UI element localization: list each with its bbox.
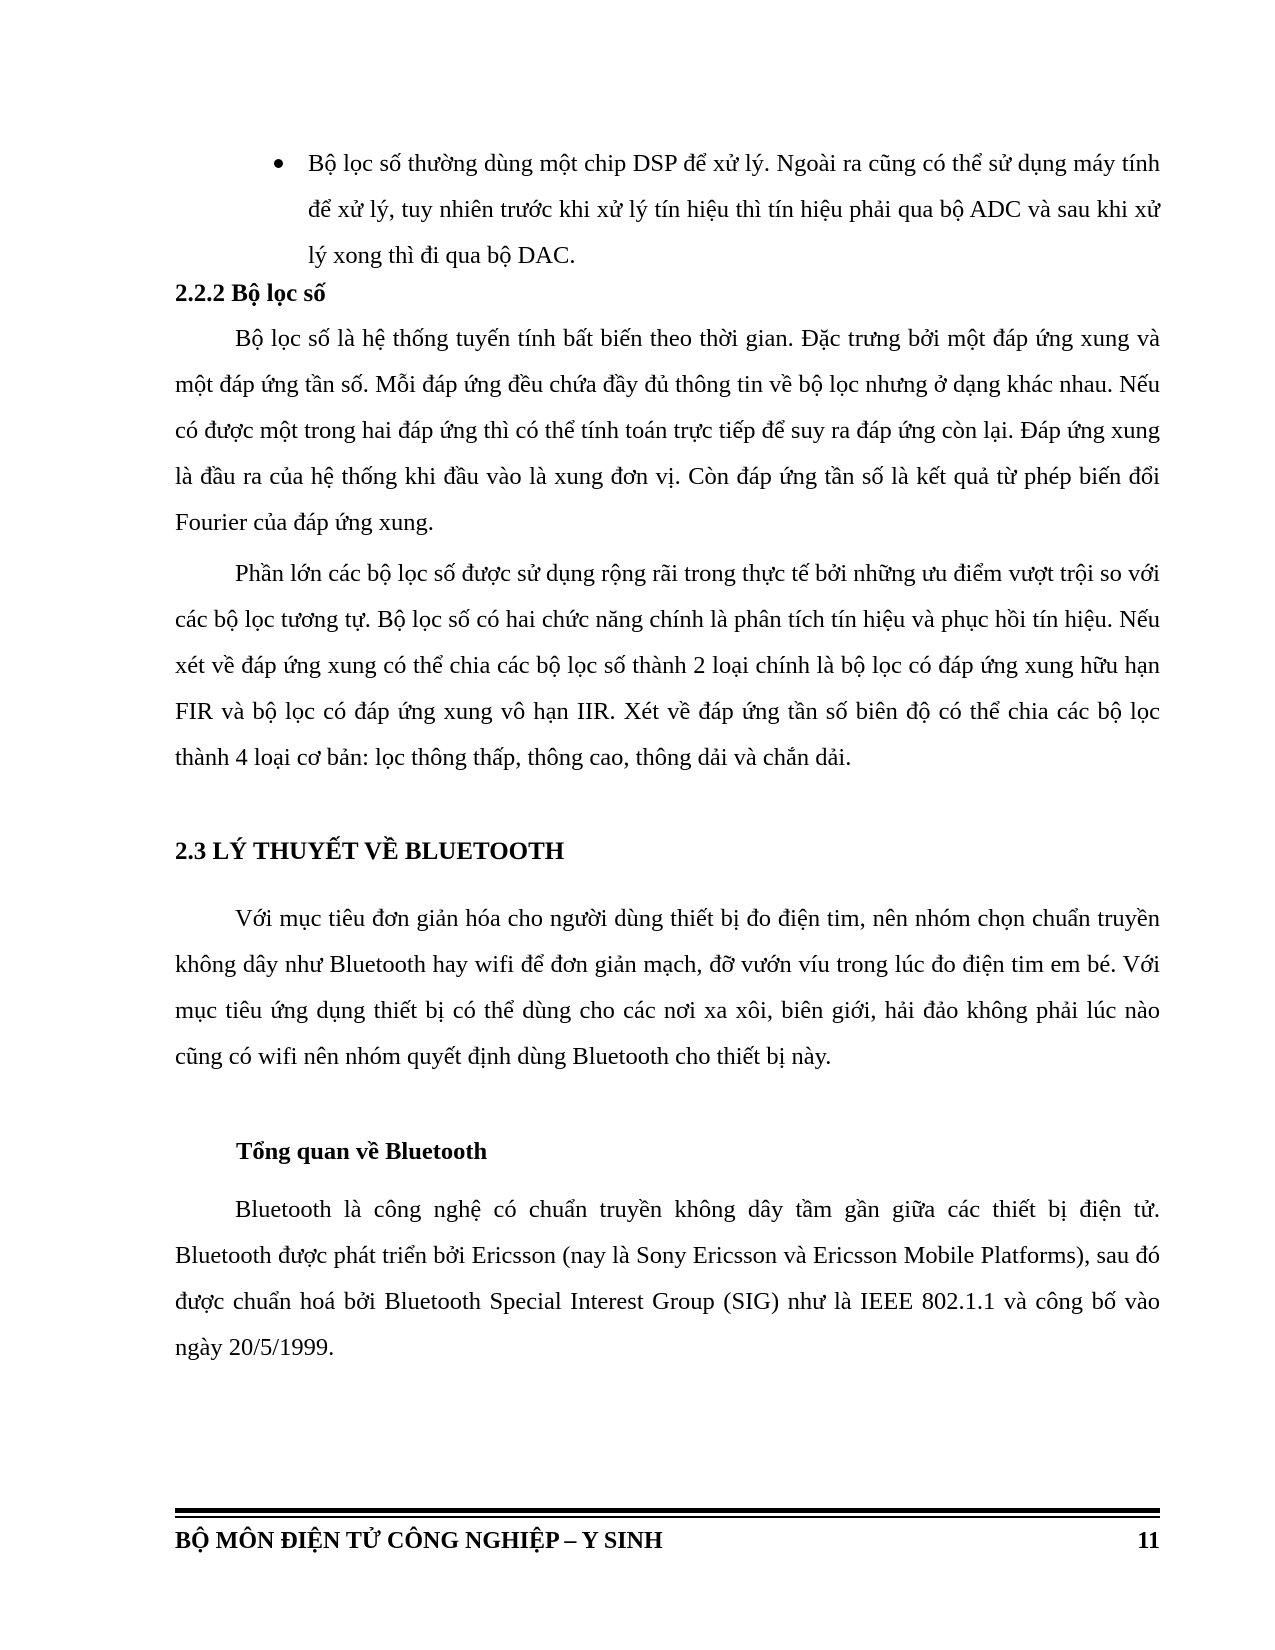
section-heading-2-3: 2.3 LÝ THUYẾT VỀ BLUETOOTH: [175, 838, 565, 865]
page-number: 11: [1137, 1528, 1160, 1554]
subheading-bluetooth-overview: Tổng quan về Bluetooth: [236, 1138, 488, 1165]
paragraph-bluetooth-motivation: Với mục tiêu đơn giản hóa cho người dùng thiết bị đo điện tim, nên nhóm chọn chuẩn truyền không dây như Bluetooth hay wifi để đơn giản mạch, đỡ vướn víu trong lúc đo điện tim em bé. Với mục tiêu ứng dụng thiết bị có thể dùng cho các nơi xa xôi, biên giới, hải đảo không phải lúc nào cũng có wifi nên nhóm quyết định dùng Bluetooth cho thiết bị này.: [175, 905, 1160, 1070]
footer-rule-thick: [175, 1508, 1160, 1513]
footer-department: BỘ MÔN ĐIỆN TỬ CÔNG NGHIỆP – Y SINH: [175, 1528, 663, 1554]
paragraph-digital-filter-definition: Bộ lọc số là hệ thống tuyến tính bất biến theo thời gian. Đặc trưng bởi một đáp ứng xung và một đáp ứng tần số. Mỗi đáp ứng đều chứa đầy đủ thông tin về bộ lọc nhưng ở dạng khác nhau. Nếu có được một trong hai đáp ứng thì có thể tính toán trực tiếp để suy ra đáp ứng còn lại. Đáp ứng xung là đầu ra của hệ thống khi đầu vào là xung đơn vị. Còn đáp ứng tần số là kết quả từ phép biến đổi Fourier của đáp ứng xung.: [175, 325, 1160, 536]
paragraph-digital-filter-types: Phần lớn các bộ lọc số được sử dụng rộng rãi trong thực tế bởi những ưu điểm vượt trội so với các bộ lọc tương tự. Bộ lọc số có hai chức năng chính là phân tích tín hiệu và phục hồi tín hiệu. Nếu xét về đáp ứng xung có thể chia các bộ lọc số thành 2 loại chính là bộ lọc có đáp ứng xung hữu hạn FIR và bộ lọc có đáp ứng xung vô hạn IIR. Xét về đáp ứng tần số biên độ có thể chia các bộ lọc thành 4 loại cơ bản: lọc thông thấp, thông cao, thông dải và chắn dải.: [175, 560, 1160, 771]
paragraph-bluetooth-overview: Bluetooth là công nghệ có chuẩn truyền không dây tầm gần giữa các thiết bị điện tử. Bluetooth được phát triển bởi Ericsson (nay là Sony Ericsson và Ericsson Mobile Platforms), sau đó được chuẩn hoá bởi Bluetooth Special Interest Group (SIG) như là IEEE 802.1.1 và công bố vào ngày 20/5/1999.: [175, 1196, 1160, 1361]
section-heading-2-2-2: 2.2.2 Bộ lọc số: [175, 280, 326, 307]
bullet-item: [263, 141, 1160, 279]
bullet-text: Bộ lọc số thường dùng một chip DSP để xử lý. Ngoài ra cũng có thể sử dụng máy tính để xử lý, tuy nhiên trước khi xử lý tín hiệu thì tín hiệu phải qua bộ ADC và sau khi xử lý xong thì đi qua bộ DAC.: [308, 150, 1160, 269]
footer-rule-thin: [175, 1516, 1160, 1518]
page-footer: [175, 1524, 1160, 1558]
bullet-dot-icon: [274, 159, 283, 168]
